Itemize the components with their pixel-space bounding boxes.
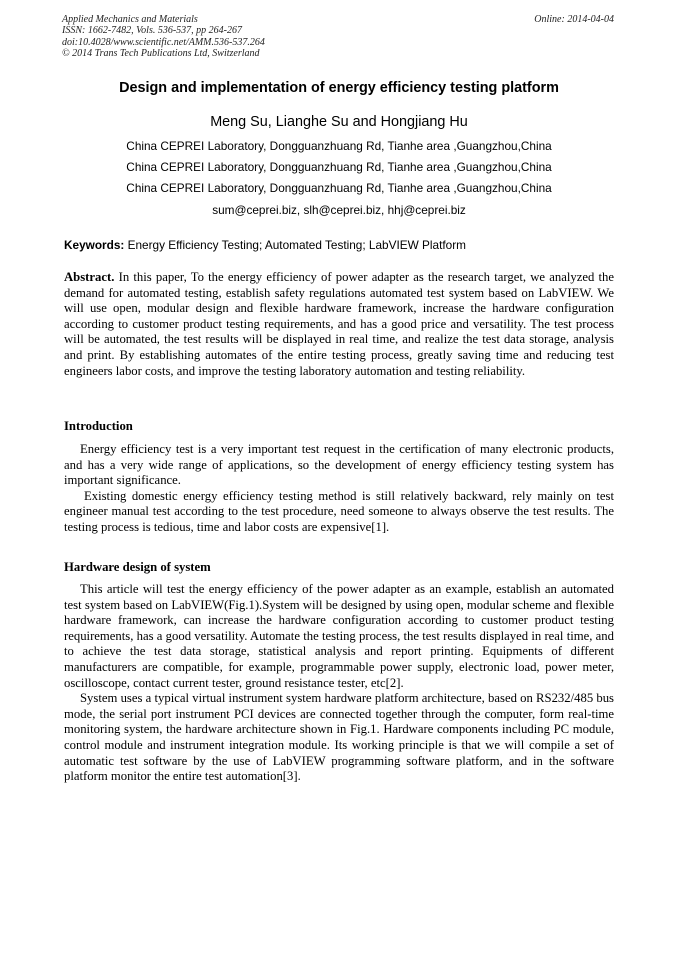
introduction-paragraph-2: Existing domestic energy efficiency testing method is still relatively backward, rely mainly on test engineer manual test according to the test procedure, need someone to always observe the test results. The testing process is tedious, time and labor costs are expensive[1].: [64, 488, 614, 534]
author-emails: sum@ceprei.biz, slh@ceprei.biz, hhj@ceprei.biz: [212, 203, 466, 217]
hardware-body: [64, 582, 614, 785]
paper-title: Design and implementation of energy efficiency testing platform: [119, 80, 559, 96]
abstract-label: Abstract.: [64, 270, 115, 284]
keywords-label: Keywords:: [64, 238, 125, 252]
affiliation-3: China CEPREI Laboratory, Dongguanzhuang Rd, Tianhe area ,Guangzhou,China: [126, 181, 552, 195]
affiliation-2: China CEPREI Laboratory, Dongguanzhuang Rd, Tianhe area ,Guangzhou,China: [126, 160, 552, 174]
online-date: Online: 2014-04-04: [534, 14, 614, 25]
introduction-body: [64, 442, 614, 536]
paper-authors: Meng Su, Lianghe Su and Hongjiang Hu: [210, 114, 468, 130]
doi-line: doi:10.4028/www.scientific.net/AMM.536-537.264: [62, 36, 265, 48]
abstract: [64, 270, 614, 379]
keywords-text: Energy Efficiency Testing; Automated Testing; LabVIEW Platform: [127, 238, 466, 252]
journal-metadata: [62, 14, 265, 60]
hardware-paragraph-2: System uses a typical virtual instrument system hardware platform architecture, based on RS232/485 bus mode, the serial port instrument PCI devices are connected together through the computer, form real-time monitoring system, the hardware architecture shown in Fig.1. Hardware components including PC module, control module and instrument integration module. Its working principle is that we will compile a set of automatic test software by the use of LabVIEW programming software platform, and in the software platform monitor the entire test automation[3].: [64, 691, 614, 784]
introduction-paragraph-1: Energy efficiency test is a very important test request in the certification of many electronic products, and has a very wide range of applications, so the development of energy efficiency testing system has important significance.: [64, 442, 614, 488]
abstract-text: In this paper, To the energy efficiency of power adapter as the research target, we analyzed the demand for automated testing, establish safety regulations automated test system based on LabVIEW. We will use open, modular design and flexible hardware framework, increase the hardware configuration according to customer product testing requirements, and has a good price and versatility. The test process will be automated, the test results will be displayed in real time, and realize the test data storage, analysis and print. By establishing automates of the entire testing process, greatly saving time and reducing test engineers labor costs, and improve the testing laboratory automation and testing reliability.: [64, 270, 615, 378]
journal-name: Applied Mechanics and Materials: [62, 14, 198, 25]
hardware-paragraph-1: This article will test the energy efficiency of the power adapter as an example, establish an automated test system based on LabVIEW(Fig.1).System will be designed by using open, modular scheme and flexible hardware framework, can increase the hardware configuration according to customer product testing requirements, has a good versatility. Automate the testing process, the test results displayed in real time, and to achieve the test data storage, statistical analysis and report printing. Equipments of different manufacturers are compatible, for example, programmable power supply, electronic load, power meter, oscilloscope, contact current tester, ground resistance tester, etc[2].: [64, 582, 614, 690]
issn-line: ISSN: 1662-7482, Vols. 536-537, pp 264-267: [62, 25, 242, 37]
hardware-heading: Hardware design of system: [64, 560, 211, 574]
affiliation-1: China CEPREI Laboratory, Dongguanzhuang Rd, Tianhe area ,Guangzhou,China: [126, 139, 552, 153]
introduction-heading: Introduction: [64, 419, 133, 433]
copyright-line: © 2014 Trans Tech Publications Ltd, Switzerland: [62, 48, 260, 60]
keywords: [64, 238, 466, 252]
